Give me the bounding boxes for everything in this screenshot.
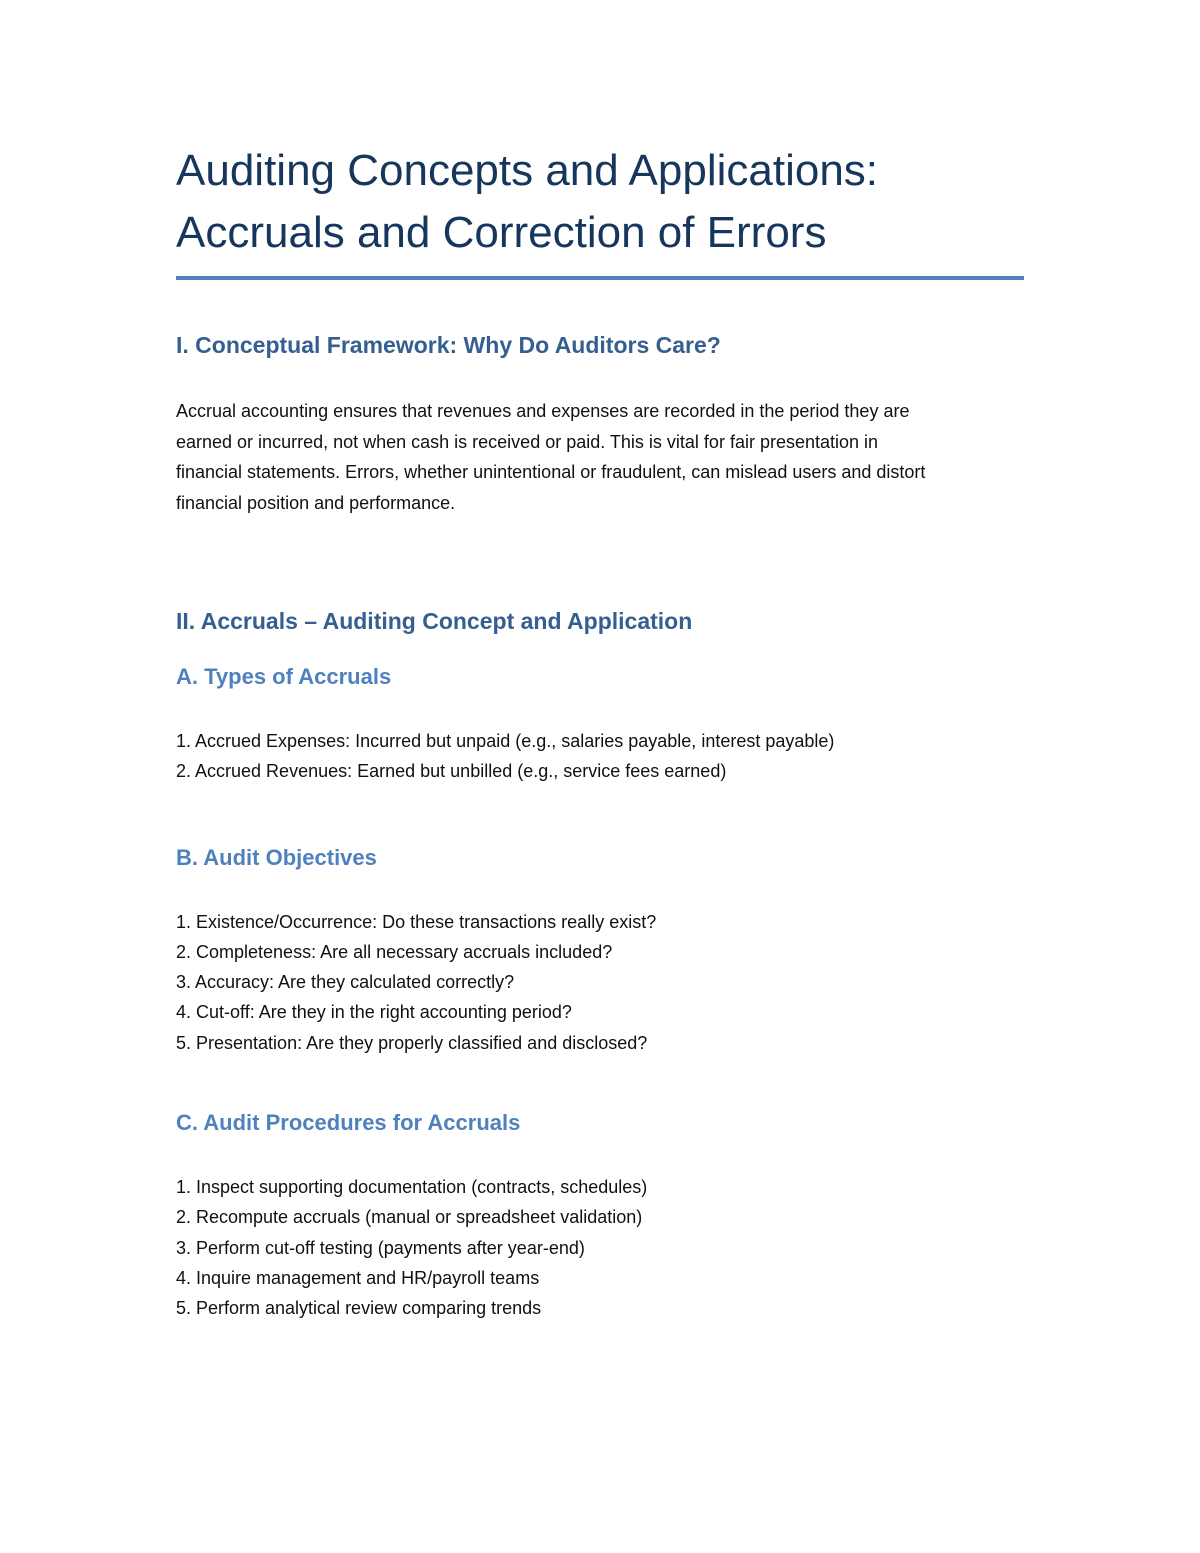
paragraph-line: Accrual accounting ensures that revenues and expenses are recorded in the period they are	[176, 401, 910, 421]
list-item: 2. Recompute accruals (manual or spreadsheet validation)	[176, 1207, 643, 1228]
document-content	[176, 140, 1024, 1324]
section-1-heading: I. Conceptual Framework: Why Do Auditors Care?	[176, 332, 721, 358]
title-line-2: Accruals and Correction of Errors	[176, 208, 827, 257]
paragraph-line: financial statements. Errors, whether unintentional or fraudulent, can mislead users and distort	[176, 462, 926, 482]
list-item: 4. Inquire management and HR/payroll teams	[176, 1267, 540, 1288]
title-line-1: Auditing Concepts and Applications:	[176, 146, 879, 195]
document-title	[176, 140, 1024, 264]
section-2-heading: II. Accruals – Auditing Concept and Application	[176, 608, 693, 634]
title-underline	[176, 276, 1024, 280]
subsection-a-heading: A. Types of Accruals	[176, 664, 392, 689]
paragraph-line: earned or incurred, not when cash is received or paid. This is vital for fair presentation in	[176, 431, 879, 452]
paragraph-line: financial position and performance.	[176, 492, 456, 513]
audit-procedures-list	[176, 1172, 1024, 1323]
list-item: 2. Completeness: Are all necessary accruals included?	[176, 941, 613, 962]
subsection-b-heading: B. Audit Objectives	[176, 844, 377, 870]
audit-objectives-list	[176, 907, 1024, 1058]
list-item: 1. Inspect supporting documentation (contracts, schedules)	[176, 1177, 648, 1198]
section-1-paragraph	[176, 396, 1024, 518]
list-item: 5. Presentation: Are they properly classified and disclosed?	[176, 1032, 648, 1053]
list-item: 1. Existence/Occurrence: Do these transactions really exist?	[176, 911, 657, 932]
types-of-accruals-list	[176, 726, 1024, 787]
subsection-c-heading: C. Audit Procedures for Accruals	[176, 1110, 521, 1136]
list-item: 1. Accrued Expenses: Incurred but unpaid (e.g., salaries payable, interest payable)	[176, 731, 835, 751]
list-item: 2. Accrued Revenues: Earned but unbilled (e.g., service fees earned)	[176, 761, 727, 782]
list-item: 5. Perform analytical review comparing trends	[176, 1298, 542, 1319]
list-item: 4. Cut-off: Are they in the right accounting period?	[176, 1002, 572, 1023]
list-item: 3. Accuracy: Are they calculated correctly?	[176, 972, 515, 993]
list-item: 3. Perform cut-off testing (payments after year-end)	[176, 1237, 585, 1258]
